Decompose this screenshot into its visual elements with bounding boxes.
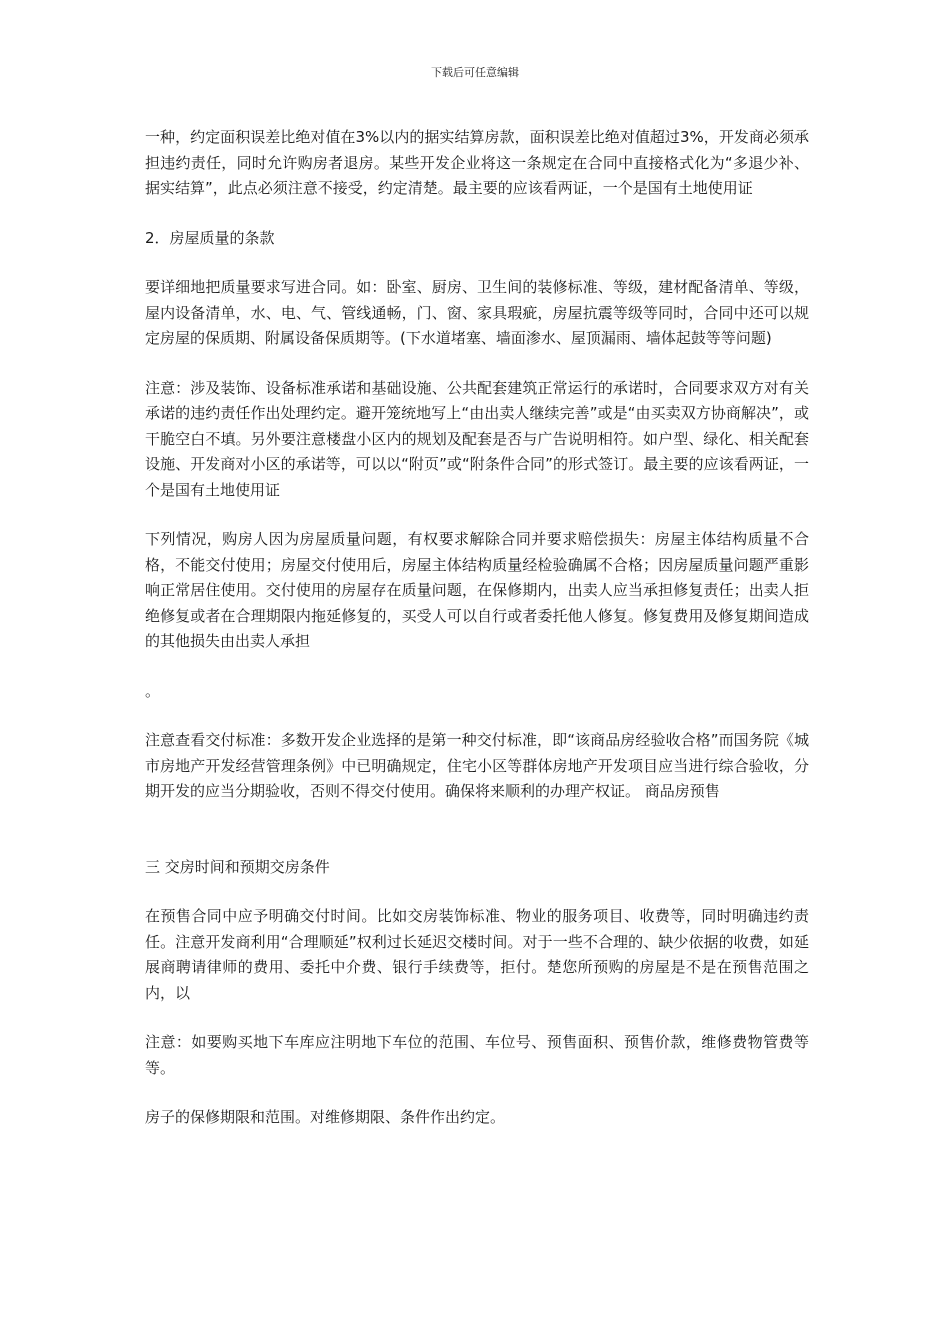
page-header: 下载后可任意编辑 [431,66,519,79]
paragraph-quality-requirements: 要详细地把质量要求写进合同。如：卧室、厨房、卫生间的装修标准、等级，建材配备清单、等级，屋内设备清单，水、电、气、管线通畅，门、窗、家具瑕疵，房屋抗震等级等同时，合同中还可以规定房屋的保质期、附属设备保质期等。(下水道堵塞、墙面渗水、屋顶漏雨、墙体起鼓等等问题) [145,278,809,347]
paragraph-delivery-standard: 注意查看交付标准：多数开发企业选择的是第一种交付标准，即“该商品房经验收合格”而国务院《城市房地产开发经营管理条例》中已明确规定，住宅小区等群体房地产开发项目应当进行综合验收，分期开发的应当分期验收，否则不得交付使用。确保将来顺利的办理产权证。 商品房预售 [145,731,809,800]
paragraph-area-error-clause: 一种，约定面积误差比绝对值在3%以内的据实结算房款，面积误差比绝对值超过3%，开发商必须承担违约责任，同时允许购房者退房。某些开发企业将这一条规定在合同中直接格式化为“多退少补、据实结算”，此点必须注意不接受，约定清楚。最主要的应该看两证，一个是国有土地使用证 [145,128,809,197]
document-body [145,125,809,1155]
section-heading-quality: 2．房屋质量的条款 [145,228,275,247]
paragraph-delivery-time: 在预售合同中应予明确交付时间。比如交房装饰标准、物业的服务项目、收费等，同时明确违约责任。注意开发商利用“合理顺延”权利过长延迟交楼时间。对于一些不合理的、缺少依据的收费，如延展商聘请律师的费用、委托中介费、银行手续费等，拒付。楚您所预购的房屋是不是在预售范围之内，以 [145,907,809,1002]
paragraph-garage-note: 注意：如要购买地下车库应注明地下车位的范围、车位号、预售面积、预售价款，维修费物管费等等。 [145,1033,809,1077]
paragraph-quality-note: 注意：涉及装饰、设备标准承诺和基础设施、公共配套建筑正常运行的承诺时，合同要求双方对有关承诺的违约责任作出处理约定。避开笼统地写上“由出卖人继续完善”或是“由买卖双方协商解决”，或干脆空白不填。另外要注意楼盘小区内的规划及配套是否与广告说明相符。如户型、绿化、相关配套设施、开发商对小区的承诺等，可以以“附页”或“附条件合同”的形式签订。最主要的应该看两证，一个是国有土地使用证 [145,378,809,499]
paragraph-warranty: 房子的保修期限和范围。对维修期限、条件作出约定。 [145,1108,506,1126]
section-heading-delivery-time: 三 交房时间和预期交房条件 [145,857,330,876]
paragraph-quality-rights: 下列情况，购房人因为房屋质量问题，有权要求解除合同并要求赔偿损失：房屋主体结构质量不合格，不能交付使用；房屋交付使用后，房屋主体结构质量经检验确属不合格；因房屋质量问题严重影响正常居住使用。交付使用的房屋存在质量问题，在保修期内，出卖人应当承担修复责任；出卖人拒绝修复或者在合理期限内拖延修复的，买受人可以自行或者委托他人修复。修复费用及修复期间造成的其他损失由出卖人承担 [145,530,809,650]
paragraph-period: 。 [145,681,161,700]
